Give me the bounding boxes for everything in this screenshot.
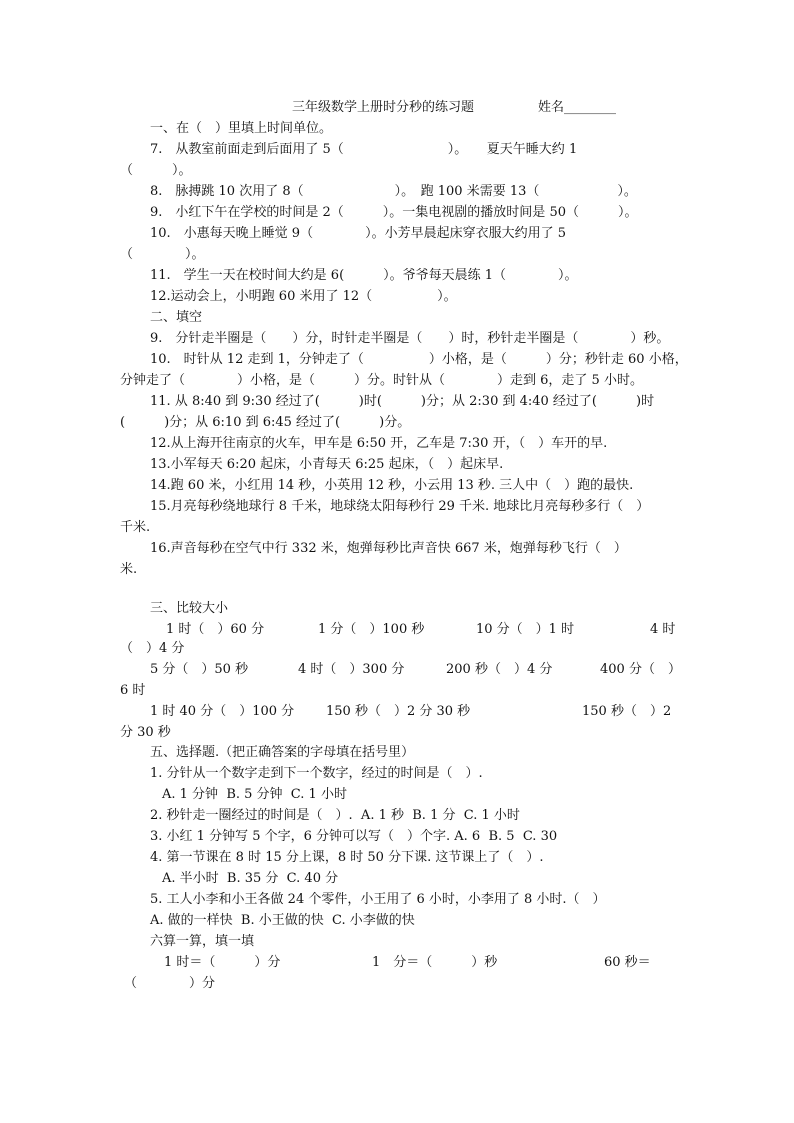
compare-item: （ ）4 分 — [120, 641, 185, 656]
question-line: 9. 小红下午在学校的时间是 2（ ）。一集电视剧的播放时间是 50（ ）。 — [150, 205, 638, 220]
compare-item: 10 分（ ）1 时 — [476, 622, 575, 637]
section2-heading: 二、填空 — [150, 310, 203, 325]
name-field: 姓名________ — [538, 100, 617, 115]
question-line: 11. 从 8:40 到 9:30 经过了( )时( )分；从 2:30 到 4:40 经过了( )时 — [150, 394, 655, 409]
choice-line: A. 半小时 B. 35 分 C. 40 分 — [162, 871, 339, 886]
question-line: 12.从上海开往南京的火车，甲车是 6:50 开，乙车是 7:30 开，（ ）车开的早. — [150, 436, 608, 451]
compare-item: 1 时 40 分（ ）100 分 — [150, 704, 295, 719]
choice-line: A. 1 分钟 B. 5 分钟 C. 1 小时 — [162, 787, 347, 802]
compare-item: 1 时（ ）60 分 — [166, 622, 265, 637]
question-line: 8. 脉搏跳 10 次用了 8（ ）。 跑 100 米需要 13（ ）。 — [150, 184, 637, 199]
worksheet-title: 三年级数学上册时分秒的练习题 — [292, 100, 475, 115]
question-line: 7. 从教室前面走到后面用了 5（ ）。 夏天午睡大约 1 — [150, 142, 578, 157]
compare-item: 6 时 — [120, 683, 146, 698]
question-line: 分钟走了（ ）小格，是（ ）分。时针从（ ）走到 6，走了 5 小时。 — [120, 373, 643, 388]
question-line: （ ）。 — [120, 163, 192, 178]
question-line: 1. 分针从一个数字走到下一个数字，经过的时间是（ ）. — [150, 766, 483, 781]
question-line: 14.跑 60 米，小红用 14 秒，小英用 12 秒，小云用 13 秒. 三人中（ ）跑的最快. — [150, 478, 634, 493]
question-line: 10. 时针从 12 走到 1，分钟走了（ ）小格，是（ ）分；秒针走 60 小格， — [150, 352, 688, 367]
compare-item: 4 时（ ）300 分 — [298, 662, 405, 677]
question-line: 10. 小惠每天晚上睡觉 9（ ）。小芳早晨起床穿衣服大约用了 5 — [150, 226, 566, 241]
compare-item: 4 时 — [650, 622, 676, 637]
section1-heading: 一、在（ ）里填上时间单位。 — [150, 121, 333, 136]
compare-item: 400 分（ ） — [600, 662, 681, 677]
compare-item: 200 秒（ ）4 分 — [446, 662, 553, 677]
calc-item: 1 分＝（ ）秒 — [372, 955, 498, 970]
choice-line: A. 做的一样快 B. 小王做的快 C. 小李做的快 — [150, 913, 415, 928]
section5-heading: 五、选择题.（把正确答案的字母填在括号里） — [150, 745, 415, 760]
question-line: 千米. — [120, 520, 151, 535]
question-line: 16.声音每秒在空气中行 332 米，炮弹每秒比声音快 667 米，炮弹每秒飞行（ ） — [150, 541, 627, 556]
question-line: ( )分；从 6:10 到 6:45 经过了( )分。 — [120, 415, 411, 430]
calc-item: 60 秒＝ — [604, 955, 651, 970]
compare-item: 150 秒（ ）2 — [582, 704, 672, 719]
compare-item: 150 秒（ ）2 分 30 秒 — [326, 704, 471, 719]
question-line: 米. — [120, 562, 138, 577]
question-line: 3. 小红 1 分钟写 5 个字，6 分钟可以写（ ）个字. A. 6 B. 5 C. 30 — [150, 829, 558, 844]
section6-heading: 六算一算，填一填 — [150, 934, 255, 949]
section3-heading: 三、比较大小 — [150, 601, 229, 616]
calc-item: （ ）分 — [124, 976, 216, 991]
compare-item: 1 分（ ）100 秒 — [318, 622, 425, 637]
question-line: 4. 第一节课在 8 时 15 分上课，8 时 50 分下课. 这节课上了（ ）. — [150, 850, 544, 865]
question-line: 13.小军每天 6:20 起床，小青每天 6:25 起床，（ ）起床早. — [150, 457, 504, 472]
question-line: 5. 工人小李和小王各做 24 个零件，小王用了 6 小时，小李用了 8 小时.（ ） — [150, 892, 606, 907]
question-line: 2. 秒针走一圈经过的时间是（ ）. A. 1 秒 B. 1 分 C. 1 小时 — [150, 808, 520, 823]
question-line: 11. 学生一天在校时间大约是 6( ）。爷爷每天晨练 1（ ）。 — [150, 268, 578, 283]
calc-item: 1 时＝（ ）分 — [164, 955, 281, 970]
compare-item: 5 分（ ）50 秒 — [150, 662, 249, 677]
question-line: （ ）。 — [120, 247, 205, 262]
question-line: 15.月亮每秒绕地球行 8 千米，地球绕太阳每秒行 29 千米. 地球比月亮每秒多行（ ） — [150, 499, 650, 514]
compare-item: 分 30 秒 — [120, 725, 171, 740]
question-line: 9. 分针走半圈是（ ）分，时针走半圈是（ ）时，秒针走半圈是（ ）秒。 — [150, 331, 670, 346]
question-line: 12.运动会上，小明跑 60 米用了 12（ ）。 — [150, 289, 457, 304]
